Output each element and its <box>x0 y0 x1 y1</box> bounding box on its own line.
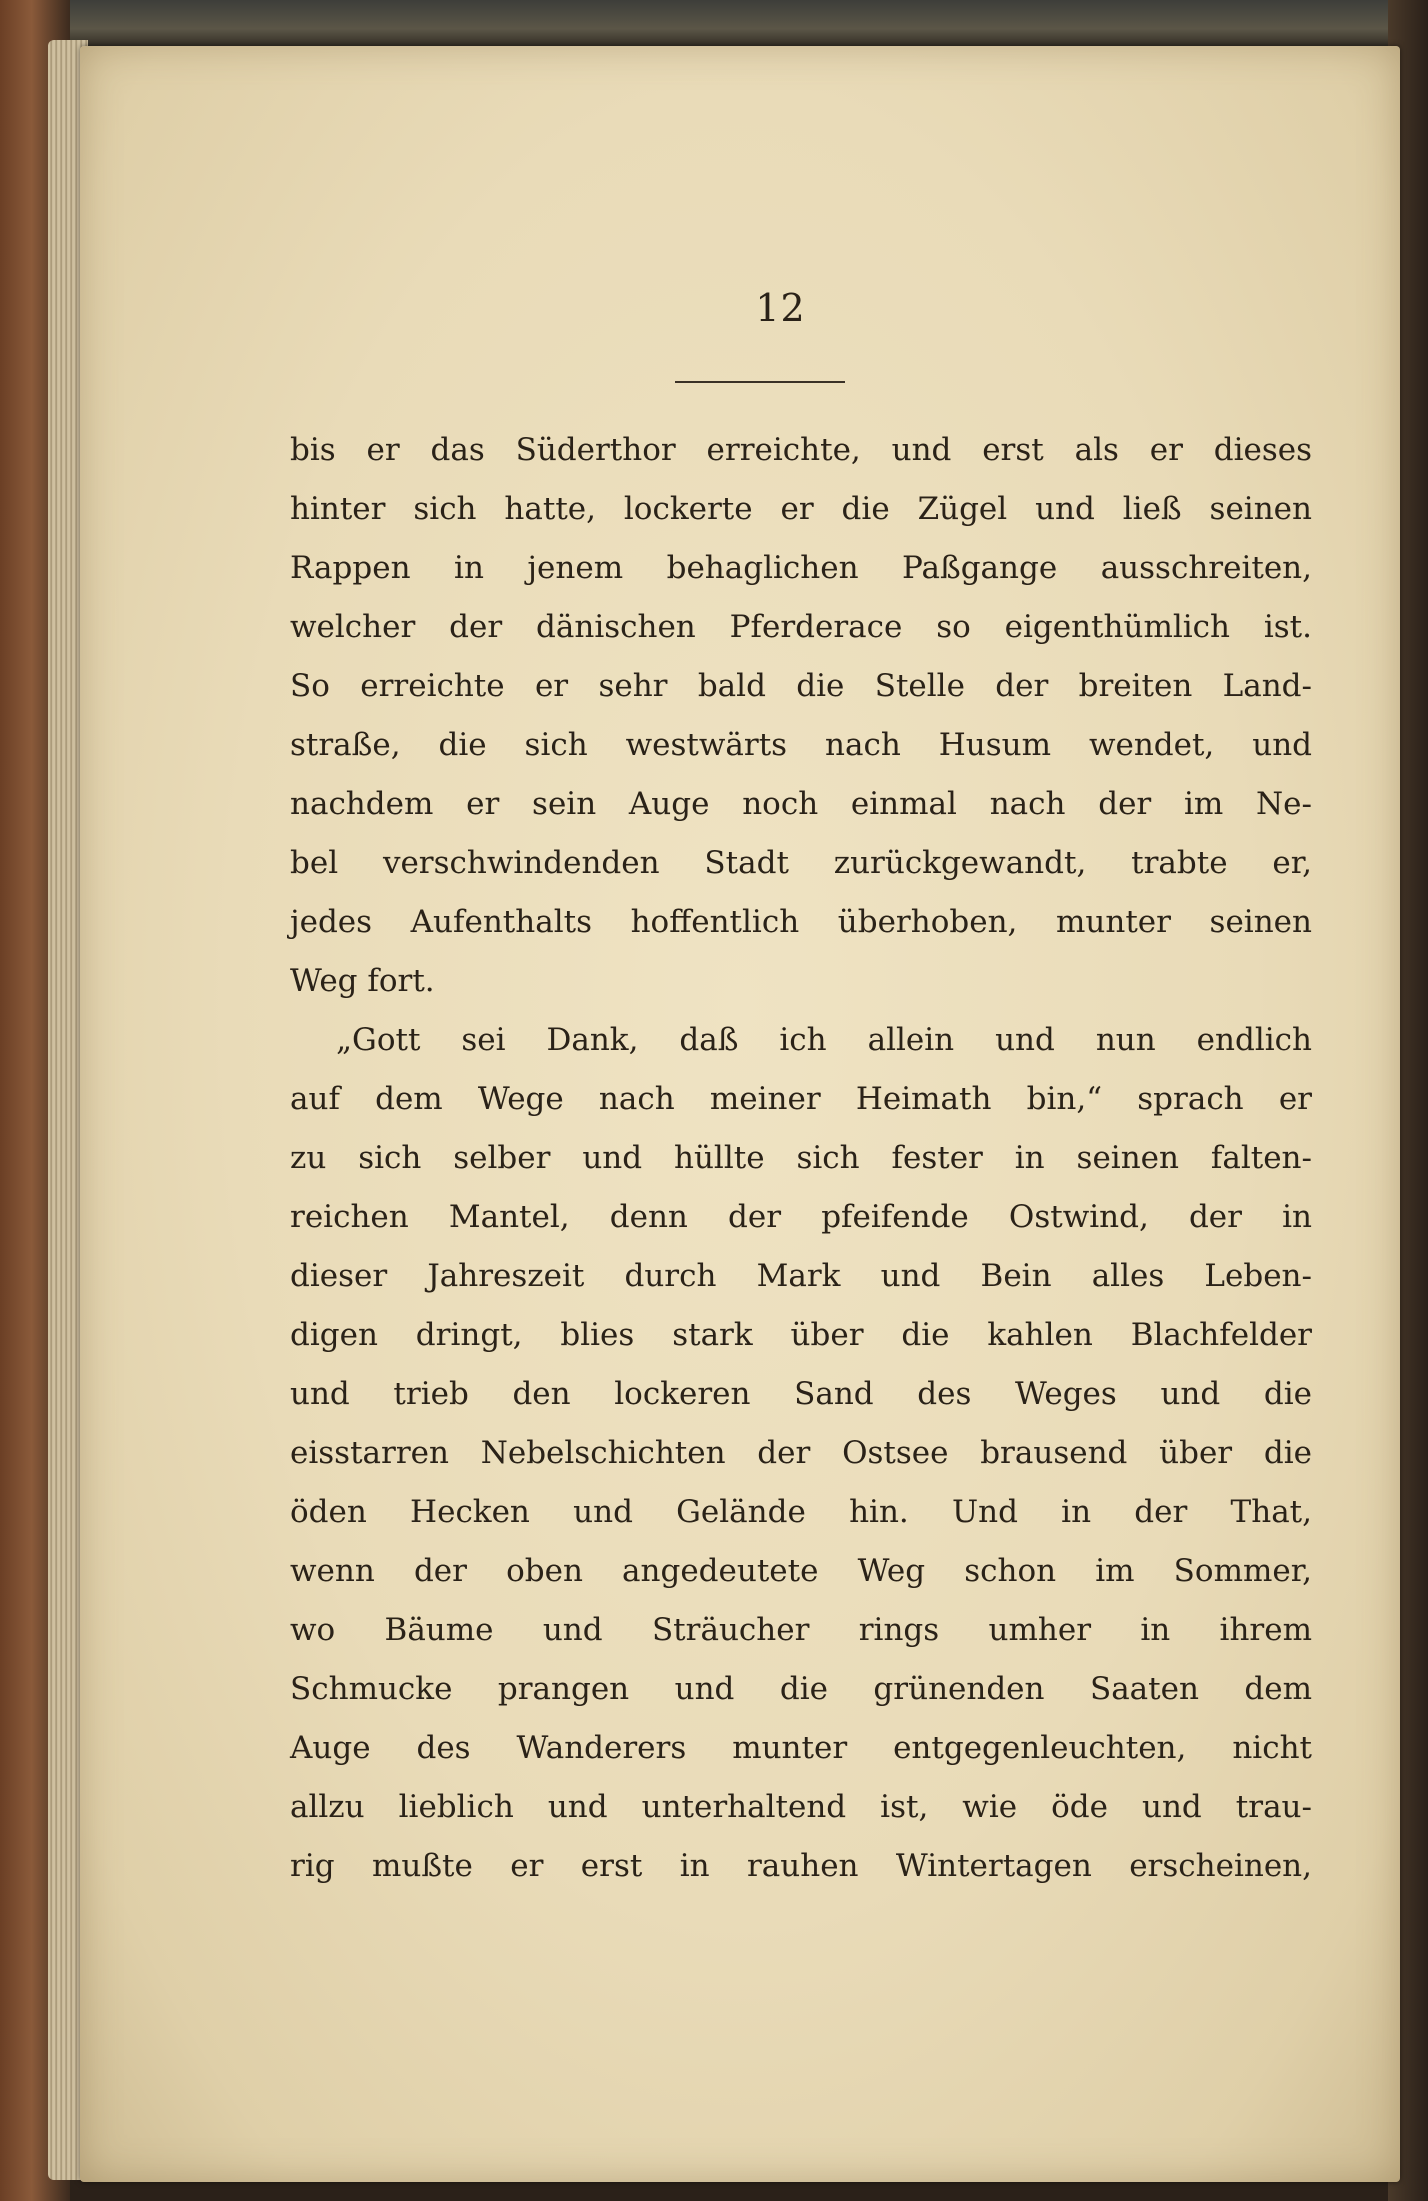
text-line: allzu lieblich und unterhaltend ist, wie öde und trau- <box>290 1789 1312 1825</box>
text-line: hinter sich hatte, lockerte er die Zügel und ließ seinen <box>290 491 1312 527</box>
book-page <box>80 46 1400 2182</box>
text-line: So erreichte er sehr bald die Stelle der breiten Land- <box>290 668 1312 704</box>
text-line: welcher der dänischen Pferderace so eigenthümlich ist. <box>290 609 1312 645</box>
text-line: öden Hecken und Gelände hin. Und in der That, <box>290 1494 1312 1530</box>
text-line: Auge des Wanderers munter entgegenleuchten, nicht <box>290 1730 1312 1766</box>
text-line: „Gott sei Dank, daß ich allein und nun endlich <box>336 1022 1312 1058</box>
header-rule <box>675 381 845 383</box>
page-number: 12 <box>755 286 806 330</box>
text-line: eisstarren Nebelschichten der Ostsee brausend über die <box>290 1435 1312 1471</box>
binding-top-edge <box>0 0 1428 48</box>
text-line: dieser Jahreszeit durch Mark und Bein alles Leben- <box>290 1258 1312 1294</box>
text-line: Rappen in jenem behaglichen Paßgange ausschreiten, <box>290 550 1312 586</box>
text-line: nachdem er sein Auge noch einmal nach der im Ne- <box>290 786 1312 822</box>
text-line: bel verschwindenden Stadt zurückgewandt, trabte er, <box>290 845 1312 881</box>
text-line: auf dem Wege nach meiner Heimath bin,“ sprach er <box>290 1081 1312 1117</box>
paragraph-1 <box>290 421 1312 1011</box>
text-line: bis er das Süderthor erreichte, und erst als er dieses <box>290 432 1312 468</box>
text-line: wo Bäume und Sträucher rings umher in ihrem <box>290 1612 1312 1648</box>
text-line: reichen Mantel, denn der pfeifende Ostwind, der in <box>290 1199 1312 1235</box>
text-line: wenn der oben angedeutete Weg schon im Sommer, <box>290 1553 1312 1589</box>
text-line: Schmucke prangen und die grünenden Saaten dem <box>290 1671 1312 1707</box>
text-line: digen dringt, blies stark über die kahlen Blachfelder <box>290 1317 1312 1353</box>
text-line: jedes Aufenthalts hoffentlich überhoben, munter seinen <box>290 904 1312 940</box>
text-line: rig mußte er erst in rauhen Wintertagen erscheinen, <box>290 1848 1312 1884</box>
paragraph-2 <box>290 1011 1312 1896</box>
text-line: und trieb den lockeren Sand des Weges und die <box>290 1376 1312 1412</box>
text-line: straße, die sich westwärts nach Husum wendet, und <box>290 727 1312 763</box>
body-text <box>290 421 1312 1896</box>
text-line: Weg fort. <box>290 963 435 999</box>
text-line: zu sich selber und hüllte sich fester in seinen falten- <box>290 1140 1312 1176</box>
